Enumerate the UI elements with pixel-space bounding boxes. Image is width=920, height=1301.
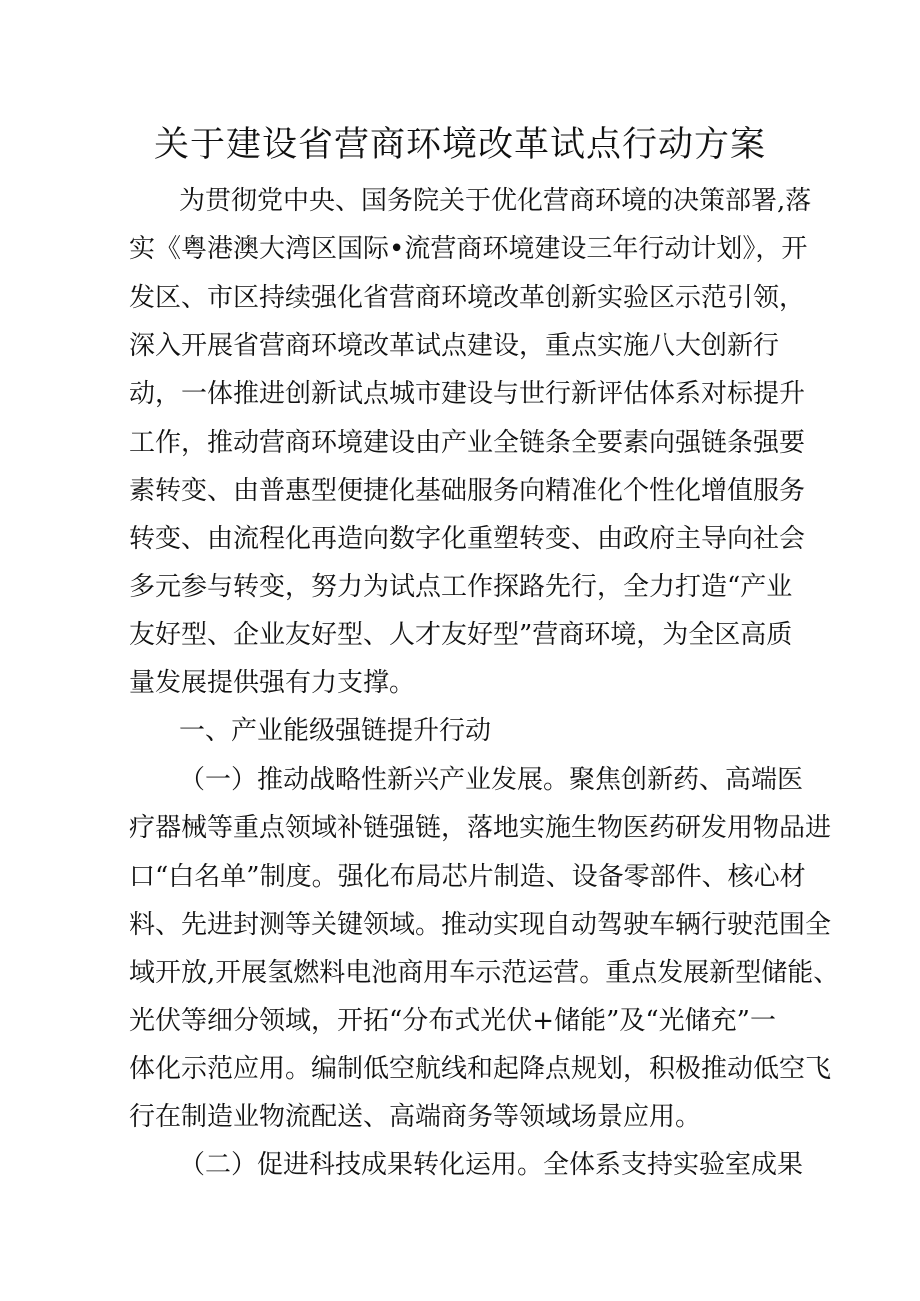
paragraph-line: 转变、由流程化再造向数字化重塑转变、由政府主导向社会 [129, 524, 806, 554]
paragraph-line: 动，一体推进创新试点城市建设与世行新评估体系对标提升 [129, 379, 806, 409]
paragraph-line: 工作，推动营商环境建设由产业全链条全要素向强链条强要 [129, 428, 806, 458]
paragraph-line: 域开放,开展氢燃料电池商用车示范运营。重点发展新型储能、 [129, 958, 840, 988]
paragraph-line: 口“白名单”制度。强化布局芯片制造、设备零部件、核心材 [129, 862, 806, 892]
paragraph-line: 量发展提供强有力支撑。 [129, 668, 416, 698]
paragraph-line: 体化示范应用。编制低空航线和起降点规划，积极推动低空飞 [129, 1054, 832, 1084]
paragraph-line: 多元参与转变，努力为试点工作探路先行，全力打造“产业 [129, 572, 793, 602]
paragraph-line: 友好型、企业友好型、人才友好型”营商环境，为全区高质 [129, 620, 793, 650]
paragraph-line: （一）推动战略性新兴产业发展。聚焦创新药、高端医 [179, 765, 804, 795]
document-title: 关于建设省营商环境改革试点行动方案 [153, 125, 766, 165]
paragraph-line: （二）促进科技成果转化运用。全体系支持实验室成果 [179, 1150, 804, 1180]
paragraph-line: 行在制造业物流配送、高端商务等领域场景应用。 [129, 1102, 702, 1132]
paragraph-line: 为贯彻党中央、国务院关于优化营商环境的决策部署,落 [179, 186, 812, 216]
paragraph-line: 实《粤港澳大湾区国际•流营商环境建设三年行动计划》，开 [129, 234, 808, 264]
paragraph-line: 素转变、由普惠型便捷化基础服务向精准化个性化增值服务 [129, 476, 806, 506]
paragraph-line: 疗器械等重点领域补链强链，落地实施生物医药研发用物品进 [129, 813, 832, 843]
paragraph-line: 光伏等细分领域，开拓“分布式光伏+储能”及“光储充”一 [129, 1006, 776, 1036]
section-heading: 一、产业能级强链提升行动 [179, 716, 492, 746]
paragraph-line: 发区、市区持续强化省营商环境改革创新实验区示范引领， [129, 283, 806, 313]
paragraph-line: 深入开展省营商环境改革试点建设，重点实施八大创新行 [129, 331, 780, 361]
paragraph-line: 料、先进封测等关键领域。推动实现自动驾驶车辆行驶范围全 [129, 910, 832, 940]
